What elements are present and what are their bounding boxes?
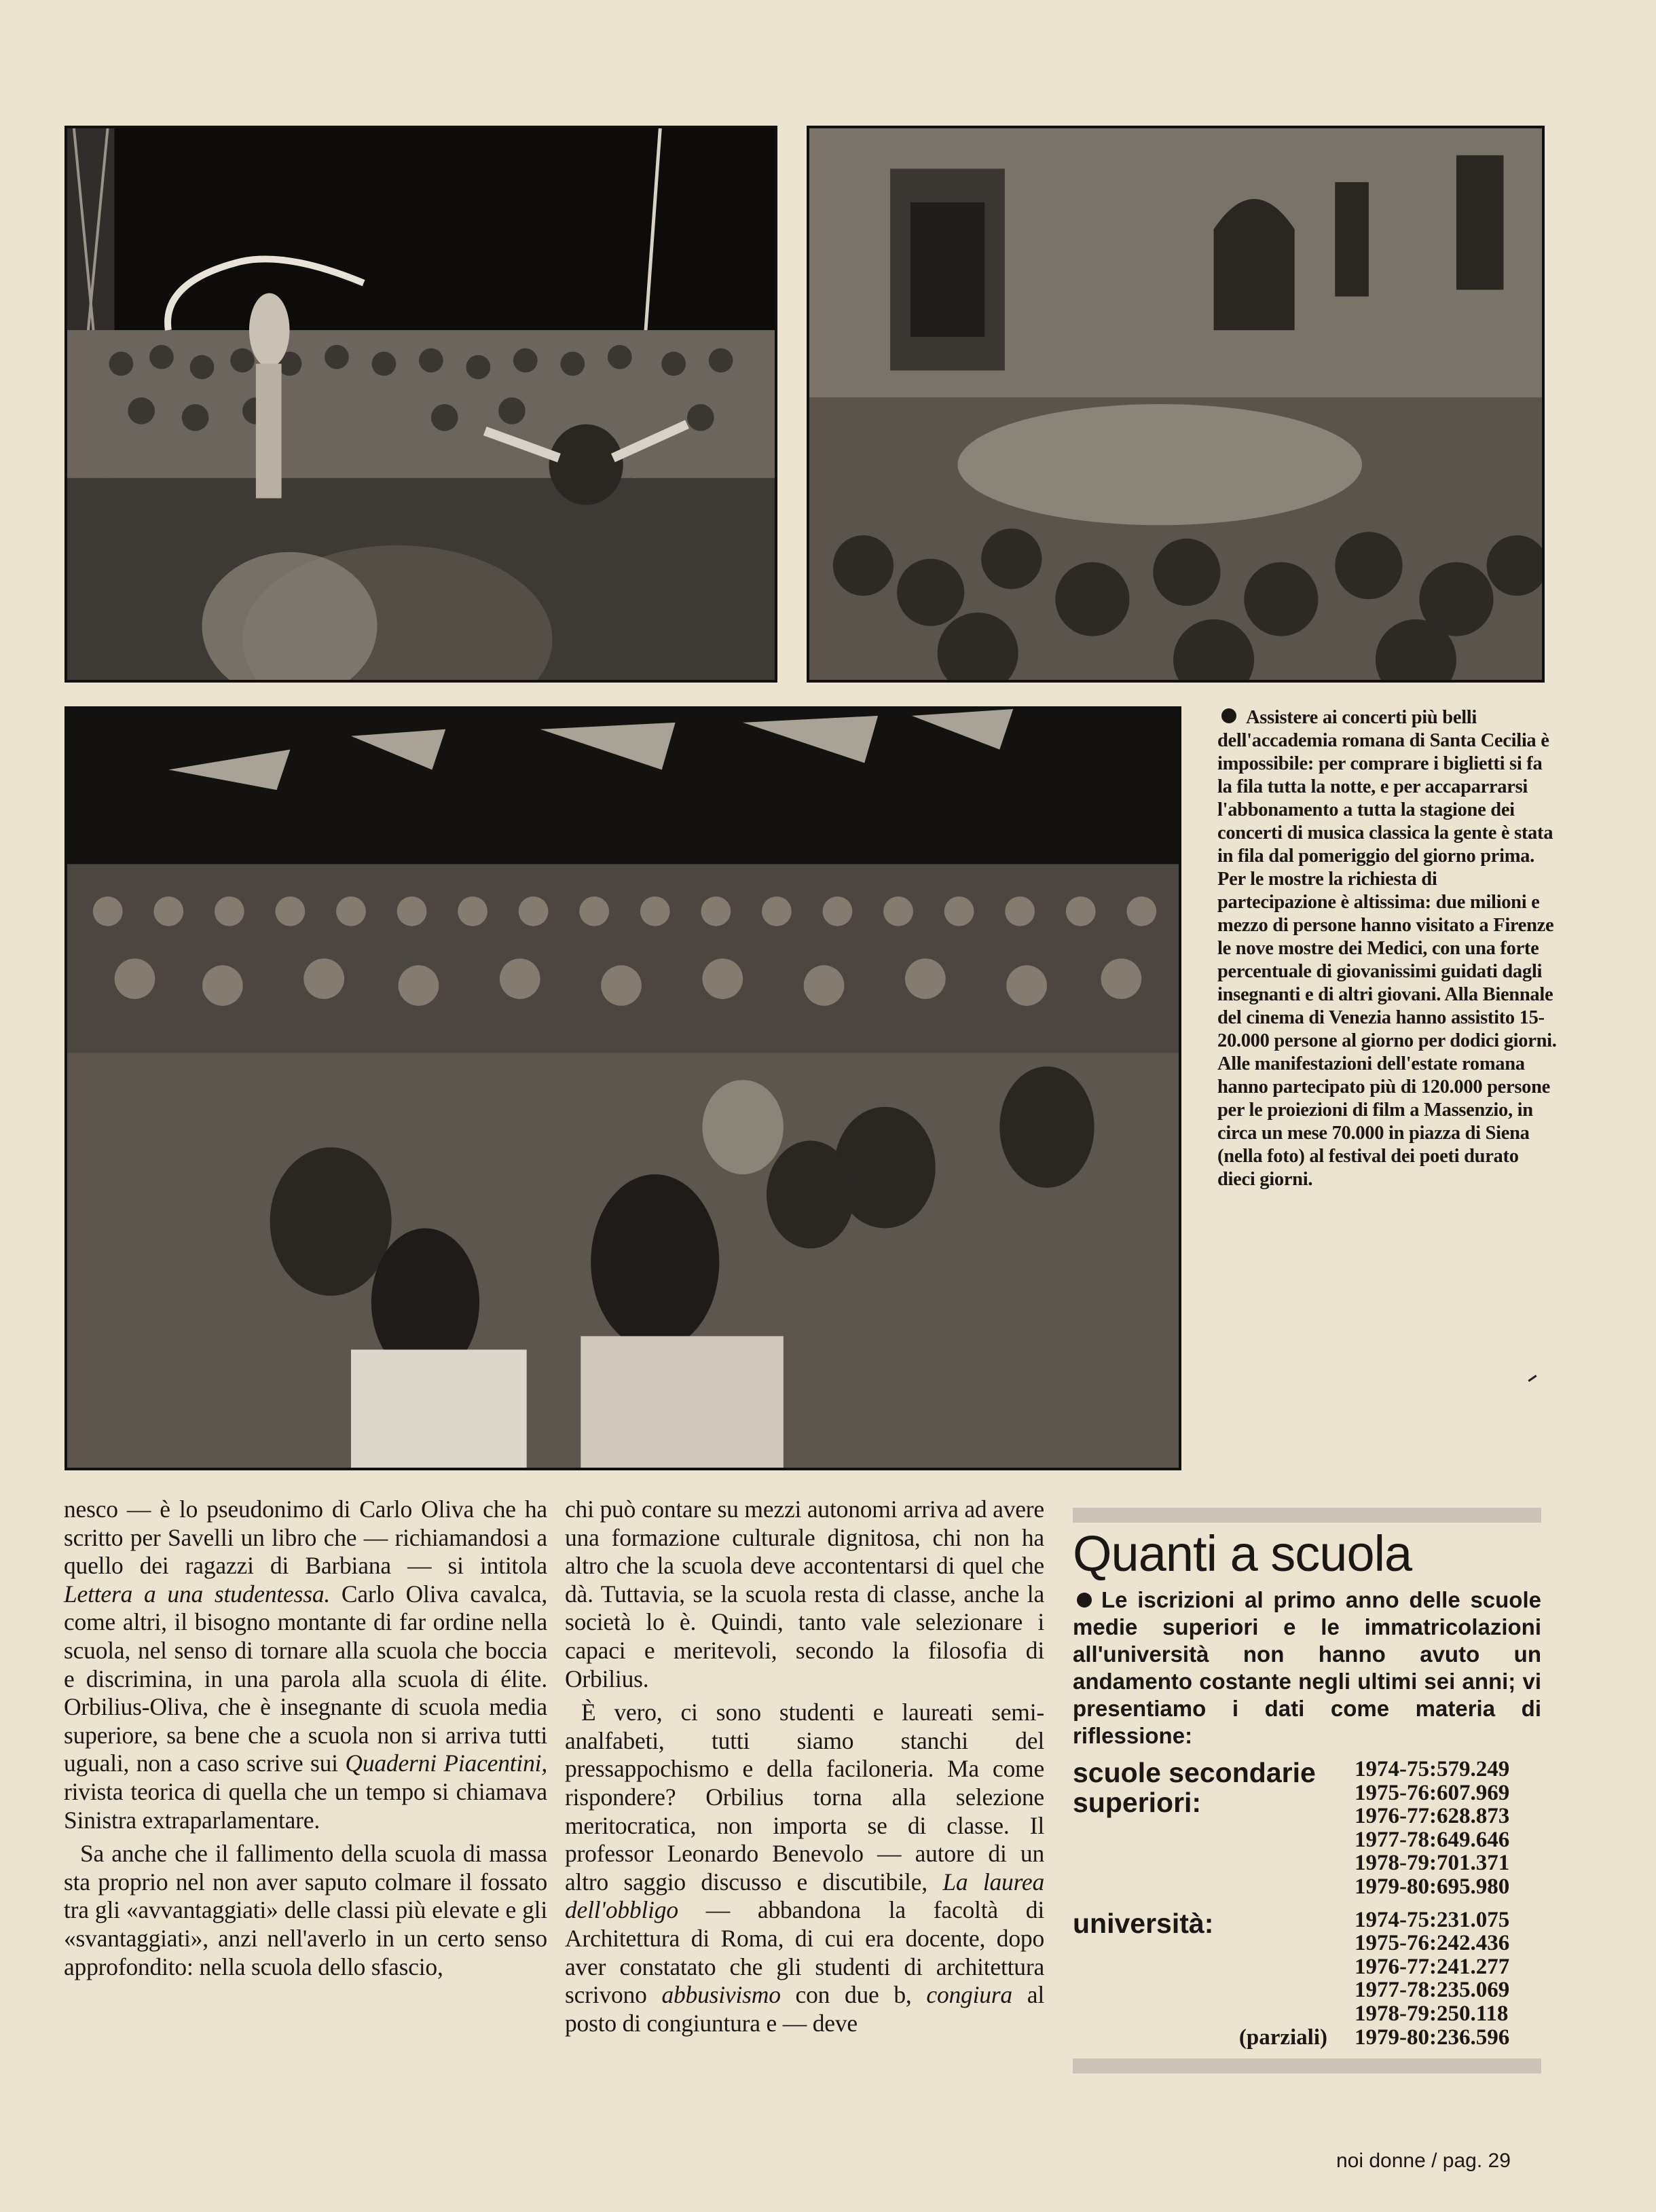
article-paragraph [565, 1699, 1044, 2037]
partial-note: (parziali) [1238, 2025, 1327, 2050]
bullet-icon [1221, 708, 1236, 723]
book-title: La laurea dell'obbligo [565, 1868, 1044, 1924]
sidebar-top-rule [1073, 1508, 1541, 1523]
photo-courtyard-image [809, 128, 1542, 680]
stats-row: 1977-78:649.646 [1355, 1827, 1510, 1852]
stats-group-university [1073, 1908, 1541, 2050]
article-paragraph [64, 1495, 547, 1834]
article-paragraph: chi può contare su mezzi autonomi arriva ad avere una formazione culturale dignitosa, chi non ha altro che la scuola deve accontentarsi di quel che dà. Tuttavia, se la scuola resta di classe, anche la società lo è. Quindi, tanto vale selezionare i capaci e meritevoli, secondo la filosofia di Orbilius. [565, 1495, 1044, 1692]
page-footer: noi donne / pag. 29 [1336, 2150, 1511, 2172]
journal-title: Quaderni Piacentini, [345, 1749, 547, 1777]
text-run: È vero, ci sono studenti e laureati semi-analfabeti, tutti siamo stanchi del pressappochismo e della faciloneria. Ma come rispondere? Orbilius torna alla selezione meritocratica, non importa se di classe. Il professor Leonardo Benevolo — autore di un altro saggio discusso e discutibile, [565, 1699, 1044, 1896]
stats-row-value: 1979-80:236.596 [1355, 2025, 1510, 2050]
text-run: Carlo Oliva cavalca, come altri, il bisogno montante di far ordine nella scuola, nel senso di tornare alla scuola che boccia e discrimina, in una parola alla scuola di élite. Orbilius-Oliva, che è insegnante di scuola media superiore, sa bene che a scuola non si arriva tutti uguali, non a caso scrive sui [64, 1580, 547, 1777]
text-run: con due b, [780, 1981, 927, 2009]
article-column-2 [565, 1495, 1044, 2037]
stats-row-last [1238, 2025, 1541, 2050]
stats-row: 1975-76:607.969 [1355, 1780, 1510, 1805]
stats-row: 1979-80:695.980 [1355, 1874, 1510, 1899]
sidebar-box [1073, 1508, 1541, 2073]
text-run: — abbandona la facoltà di Architettura di Roma, di cui era docente, dopo aver constatato che gli studenti di architettura scrivono [565, 1896, 1044, 2009]
text-run: al posto di congiuntura e — deve [565, 1981, 1044, 2037]
photo-courtyard [807, 126, 1545, 683]
bullet-icon [1077, 1593, 1092, 1608]
stats-rows [1355, 1758, 1541, 1899]
stats-row: 1976-77:241.277 [1355, 1954, 1510, 1979]
sidebar-title: Quanti a scuola [1073, 1525, 1412, 1582]
text-run: rivista teorica di quella che un tempo si chiamava Sinistra extraparlamentare. [64, 1777, 547, 1834]
photo-caption [1217, 706, 1557, 1191]
photo-audience-image [67, 709, 1179, 1468]
italic-word: congiura [926, 1981, 1012, 2009]
stats-row: 1974-75:579.249 [1355, 1757, 1510, 1781]
sidebar-bottom-rule [1073, 2059, 1541, 2073]
sidebar-intro [1073, 1587, 1541, 1749]
stats-row: 1978-79:701.371 [1355, 1851, 1510, 1876]
stats-row: 1978-79:250.118 [1355, 2001, 1509, 2026]
photo-night-performance [65, 126, 777, 683]
article-column-1 [64, 1495, 547, 1981]
stats-row: 1976-77:628.873 [1355, 1804, 1510, 1829]
stats-group-label: scuole secondarie superiori: [1073, 1757, 1316, 1818]
stats-row: 1977-78:235.069 [1355, 1978, 1510, 2003]
text-run: nesco — è lo pseudonimo di Carlo Oliva che ha scritto per Savelli un libro che — richiamandosi a quello dei ragazzi di Barbiana — si intitola [64, 1495, 547, 1580]
stats-row: 1975-76:242.436 [1355, 1931, 1510, 1956]
sidebar-intro-text: Le iscrizioni al primo anno delle scuole medie superiori e le immatricolazioni all'università non hanno avuto un andamento costante negli ultimi sei anni; vi presentiamo i dati come materia di riflessione: [1073, 1587, 1541, 1748]
italic-word: abbusivismo [661, 1981, 781, 2009]
stats-row: 1974-75:231.075 [1355, 1907, 1510, 1932]
caption-text: Assistere ai concerti più belli dell'accademia romana di Santa Cecilia è impossibile: per comprare i biglietti si fa la fila tutta la notte, e per accaparrarsi l'abbonamento a tutta la stagione dei concerti di musica classica la gente è stata in fila dal pomeriggio del giorno prima. Per le mostre la richiesta di partecipazione è altissima: due milioni e mezzo di persone hanno visitato a Firenze le nove mostre dei Medici, con una forte percentuale di giovanissimi guidati dagli insegnanti e di altri giovani. Alla Biennale del cinema di Venezia hanno assistito 15-20.000 persone al giorno per dodici giorni. Alle manifestazioni dell'estate romana hanno partecipato più di 120.000 persone per le proiezioni di film a Massenzio, in circa un mese 70.000 in piazza di Siena (nella foto) al festival dei poeti durato dieci giorni. [1217, 707, 1557, 1190]
stray-mark [1528, 1375, 1537, 1381]
stats-rows [1238, 1907, 1541, 2050]
stats-table [1073, 1758, 1541, 2049]
stats-group-secondary [1073, 1758, 1541, 1899]
photo-night-performance-image [67, 128, 775, 680]
stats-group-label: università: [1073, 1907, 1214, 1939]
article-paragraph: Sa anche che il fallimento della scuola di massa sta proprio nel non aver saputo colmare il fossato tra gli «avvantaggiati» delle classi più elevate e gli «svantaggiati», anzi nell'averlo in un certo senso approfondito: nella scuola dello sfascio, [64, 1840, 547, 1980]
book-title: Lettera a una studentessa. [64, 1580, 331, 1608]
photo-audience [65, 706, 1181, 1470]
